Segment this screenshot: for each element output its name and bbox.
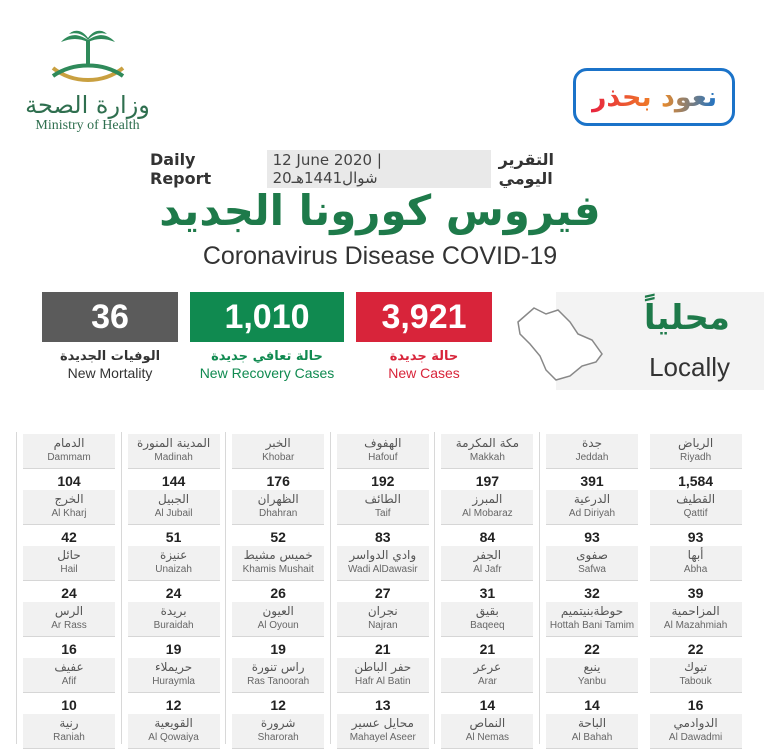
- campaign-badge: [573, 68, 735, 126]
- city-case-count: 176: [266, 473, 290, 489]
- city-cell: [128, 658, 220, 715]
- city-name-ar: المزاحمية: [671, 604, 720, 618]
- city-name-en: Unaizah: [155, 564, 192, 575]
- city-case-count: 32: [584, 585, 600, 601]
- city-name-en: Ras Tanoorah: [247, 676, 310, 687]
- city-name-ar: بريدة: [160, 604, 187, 618]
- city-name-en: Khobar: [262, 452, 295, 463]
- stat-label-en: New Cases: [388, 365, 460, 381]
- city-name-en: Najran: [368, 620, 398, 631]
- city-name-ar: مكة المكرمة: [455, 436, 520, 450]
- campaign-badge-text: نعود بحذر: [590, 81, 718, 113]
- city-case-count: 24: [165, 585, 182, 601]
- stat-value-box: 1,010: [190, 292, 344, 342]
- city-case-count: 21: [375, 641, 391, 657]
- city-cell: [337, 434, 429, 491]
- city-case-count: 93: [687, 529, 704, 545]
- city-name-box: [128, 546, 220, 581]
- report-date-box: [267, 150, 491, 188]
- city-name-en: Makkah: [469, 452, 505, 463]
- city-case-count: 22: [687, 641, 704, 657]
- city-name-box: [337, 602, 429, 637]
- city-case-count: 42: [61, 529, 77, 545]
- city-cell: [128, 490, 220, 547]
- city-name-ar: ينبع: [583, 660, 601, 674]
- city-case-count: 104: [57, 473, 81, 489]
- city-cell: [23, 434, 115, 491]
- city-cell: [128, 714, 220, 751]
- city-name-ar: الباحة: [577, 716, 607, 730]
- city-name-ar: العيون: [262, 604, 294, 618]
- city-name-ar: المدينة المنورة: [136, 436, 211, 450]
- report-hijri-date: 20شوال1441هـ: [272, 169, 378, 187]
- city-cell: [232, 546, 324, 603]
- city-name-ar: عفيف: [54, 660, 84, 674]
- city-column: [644, 432, 748, 744]
- city-name-en: Al Qowaiya: [148, 732, 199, 743]
- city-name-ar: حائل: [57, 548, 81, 562]
- city-cell: [232, 434, 324, 491]
- stat-label-ar: حالة جديدة: [389, 349, 459, 364]
- city-name-box: [128, 658, 220, 693]
- city-name-box: [232, 658, 324, 693]
- city-name-box: [441, 434, 533, 469]
- city-name-ar: رنية: [59, 716, 79, 730]
- city-cell: [650, 658, 742, 715]
- city-name-en: Al Jubail: [154, 508, 193, 519]
- ministry-name-ar: وزارة الصحة: [25, 91, 150, 119]
- city-case-count: 21: [479, 641, 496, 657]
- page-title-ar: فيروس كورونا الجديد: [159, 186, 601, 235]
- city-cell: [650, 602, 742, 659]
- city-name-ar: خميس مشيط: [243, 548, 313, 562]
- report-label-ar: التقرير اليومي: [498, 150, 555, 188]
- city-name-en: Abha: [683, 564, 708, 575]
- city-name-ar: أبها: [687, 548, 704, 562]
- city-cell: [337, 714, 429, 751]
- city-name-ar: محايل عسير: [351, 716, 414, 730]
- city-name-en: Tabouk: [679, 676, 712, 687]
- city-case-count: 52: [270, 529, 286, 545]
- city-name-en: Hail: [60, 564, 78, 575]
- city-name-ar: شرورة: [260, 716, 296, 730]
- city-name-ar: راس تنورة: [251, 660, 305, 674]
- city-case-count: 51: [165, 529, 182, 545]
- city-name-ar: الجبيل: [158, 492, 190, 506]
- city-name-ar: الدوادمي: [673, 716, 718, 730]
- city-column: [539, 432, 644, 744]
- city-name-box: [23, 546, 115, 581]
- city-cell: [337, 546, 429, 603]
- stat-label-ar: حالة تعافي جديدة: [211, 349, 323, 364]
- city-cell: [546, 546, 638, 603]
- city-name-en: Arar: [477, 676, 497, 687]
- city-name-ar: النماص: [469, 716, 506, 730]
- city-case-count: 24: [61, 585, 77, 601]
- city-cell: [128, 546, 220, 603]
- stat-label-en: New Mortality: [67, 365, 153, 381]
- city-name-ar: الهفوف: [364, 436, 402, 450]
- city-case-count: 14: [479, 697, 496, 713]
- city-name-ar: صفوى: [576, 548, 608, 562]
- city-case-count: 192: [371, 473, 395, 489]
- city-case-count: 19: [165, 641, 182, 657]
- city-name-en: Huraymla: [152, 676, 195, 687]
- city-name-box: [128, 490, 220, 525]
- city-column: [121, 432, 226, 744]
- city-name-box: [128, 602, 220, 637]
- city-name-box: [441, 490, 533, 525]
- city-name-box: [128, 434, 220, 469]
- city-column: [330, 432, 435, 744]
- ministry-logo: [25, 28, 150, 138]
- city-name-box: [232, 434, 324, 469]
- city-cell: [337, 658, 429, 715]
- city-cell: [337, 490, 429, 547]
- city-name-box: [23, 434, 115, 469]
- city-column: [434, 432, 539, 744]
- city-name-en: Wadi AlDawasir: [347, 564, 418, 575]
- city-cell: [546, 602, 638, 659]
- city-case-count: 197: [475, 473, 500, 489]
- city-case-count: 93: [584, 529, 600, 545]
- city-name-box: [232, 546, 324, 581]
- city-name-box: [650, 490, 742, 525]
- city-name-en: Al Bahah: [571, 732, 613, 743]
- city-case-count: 12: [165, 697, 182, 713]
- stat-new-recovery: [190, 292, 344, 382]
- city-case-count: 10: [61, 697, 77, 713]
- city-case-count: 1,584: [678, 473, 714, 489]
- city-cell: [23, 602, 115, 659]
- city-name-box: [441, 546, 533, 581]
- city-name-en: Baqeeq: [470, 620, 505, 631]
- city-name-en: Al Dawadmi: [668, 732, 723, 743]
- city-name-ar: الجفر: [473, 548, 502, 562]
- city-name-box: [546, 602, 638, 637]
- city-cell: [128, 602, 220, 659]
- city-cell: [650, 434, 742, 491]
- city-name-en: Al Jafr: [473, 564, 502, 575]
- city-case-count: 12: [270, 697, 286, 713]
- city-name-en: Dhahran: [259, 508, 298, 519]
- city-cell: [337, 602, 429, 659]
- city-name-en: Al Mazahmiah: [663, 620, 728, 631]
- city-name-box: [546, 490, 638, 525]
- city-cell: [232, 658, 324, 715]
- city-name-en: Buraidah: [153, 620, 194, 631]
- city-name-box: [23, 602, 115, 637]
- city-name-box: [337, 490, 429, 525]
- city-name-en: Dammam: [47, 452, 91, 463]
- city-case-count: 13: [375, 697, 391, 713]
- city-cell: [441, 714, 533, 751]
- palm-crossed-swords-icon: [43, 28, 133, 86]
- city-cell: [232, 602, 324, 659]
- report-label-en: Daily Report: [150, 150, 212, 188]
- report-gregorian-date: 12 June 2020: [272, 151, 373, 169]
- city-name-box: [650, 602, 742, 637]
- city-name-box: [650, 434, 742, 469]
- city-name-ar: القويعية: [154, 716, 193, 730]
- city-name-ar: الدرعية: [573, 492, 611, 506]
- city-case-count: 27: [375, 585, 391, 601]
- city-cell: [546, 490, 638, 547]
- city-case-count: 391: [580, 473, 604, 489]
- city-name-en: Yanbu: [577, 676, 607, 687]
- city-name-en: Ad Diriyah: [568, 508, 616, 519]
- city-name-ar: الدمام: [53, 436, 85, 450]
- city-name-en: Jeddah: [575, 452, 609, 463]
- city-case-count: 84: [479, 529, 496, 545]
- page-title-en: Coronavirus Disease COVID-19: [202, 242, 558, 270]
- city-name-en: Taif: [375, 508, 391, 519]
- city-name-ar: الطائف: [364, 492, 401, 506]
- city-case-count: 26: [270, 585, 286, 601]
- city-name-ar: عنيزة: [159, 548, 188, 562]
- city-name-en: Raniah: [53, 732, 85, 743]
- locally-label-en: Locally: [649, 352, 730, 382]
- city-name-box: [546, 546, 638, 581]
- city-name-ar: حوطةبنيتميم: [560, 604, 624, 618]
- city-name-ar: الرس: [54, 604, 84, 618]
- city-case-count: 16: [687, 697, 704, 713]
- city-case-count: 22: [584, 641, 600, 657]
- city-name-en: Khamis Mushait: [242, 564, 314, 575]
- stat-new-cases: [356, 292, 492, 382]
- locally-label-ar: محلياً: [643, 298, 730, 338]
- city-cases-grid: [16, 432, 748, 744]
- city-name-ar: عرعر: [473, 660, 502, 674]
- city-cell: [232, 490, 324, 547]
- city-name-en: Mahayel Aseer: [349, 732, 416, 743]
- city-name-box: [232, 602, 324, 637]
- city-name-ar: جدة: [581, 436, 602, 450]
- city-case-count: 14: [584, 697, 600, 713]
- stat-label-en: New Recovery Cases: [199, 365, 335, 381]
- city-name-en: Al Nemas: [465, 732, 510, 743]
- city-cell: [441, 658, 533, 715]
- city-cell: [546, 658, 638, 715]
- city-cell: [546, 434, 638, 491]
- city-name-box: [23, 490, 115, 525]
- ministry-name-en: Ministry of Health: [35, 118, 140, 133]
- city-case-count: 83: [375, 529, 391, 545]
- city-cell: [441, 490, 533, 547]
- city-name-box: [546, 434, 638, 469]
- city-name-box: [650, 658, 742, 693]
- city-cell: [23, 490, 115, 547]
- saudi-map-icon: [512, 300, 608, 382]
- stat-label-ar: الوفيات الجديدة: [59, 349, 161, 364]
- city-name-en: Al Kharj: [51, 508, 87, 519]
- city-name-en: Sharorah: [257, 732, 299, 743]
- city-name-box: [23, 658, 115, 693]
- city-case-count: 31: [479, 585, 496, 601]
- report-separator: |: [376, 151, 382, 169]
- city-case-count: 19: [270, 641, 286, 657]
- city-cell: [128, 434, 220, 491]
- city-cell: [441, 602, 533, 659]
- city-name-en: Qattif: [683, 508, 708, 519]
- city-name-en: Hottah Bani Tamim: [549, 620, 635, 631]
- city-cell: [23, 658, 115, 715]
- city-column: [16, 432, 121, 744]
- city-cell: [441, 546, 533, 603]
- city-cell: [23, 714, 115, 751]
- city-name-en: Safwa: [578, 564, 606, 575]
- city-name-box: [546, 658, 638, 693]
- city-name-box: [441, 658, 533, 693]
- city-name-en: Riyadh: [680, 452, 712, 463]
- city-name-ar: بقيق: [475, 604, 499, 618]
- city-column: [225, 432, 330, 744]
- city-name-ar: حريملاء: [155, 660, 193, 674]
- city-cell: [232, 714, 324, 751]
- city-name-ar: الخبر: [265, 436, 291, 450]
- city-name-box: [232, 490, 324, 525]
- city-name-en: Al Mobaraz: [462, 508, 513, 519]
- city-case-count: 144: [161, 473, 186, 489]
- stat-value-box: 36: [42, 292, 178, 342]
- city-name-box: [337, 434, 429, 469]
- city-name-ar: الخرج: [54, 492, 84, 506]
- city-name-en: Madinah: [154, 452, 193, 463]
- city-name-en: Al Oyoun: [257, 620, 299, 631]
- city-name-box: [337, 658, 429, 693]
- city-name-ar: الظهران: [257, 492, 299, 506]
- city-name-ar: وادي الدواسر: [349, 548, 417, 562]
- city-cell: [23, 546, 115, 603]
- city-cell: [546, 714, 638, 751]
- stat-new-mortality: [42, 292, 178, 382]
- city-name-box: [441, 602, 533, 637]
- city-cell: [441, 434, 533, 491]
- city-name-ar: نجران: [367, 604, 398, 618]
- city-cell: [650, 546, 742, 603]
- city-name-box: [650, 546, 742, 581]
- city-name-ar: حفر الباطن: [354, 660, 412, 674]
- report-date-line: [150, 150, 610, 188]
- city-cell: [650, 490, 742, 547]
- city-case-count: 39: [687, 585, 704, 601]
- city-name-ar: الرياض: [678, 436, 714, 450]
- city-name-en: Ar Rass: [51, 620, 87, 631]
- city-name-ar: المبرز: [472, 492, 503, 506]
- city-name-box: [337, 546, 429, 581]
- city-case-count: 16: [61, 641, 77, 657]
- city-cell: [650, 714, 742, 751]
- city-name-en: Afif: [61, 676, 77, 687]
- city-name-en: Hafouf: [368, 452, 398, 463]
- city-name-ar: تبوك: [684, 660, 708, 674]
- city-name-en: Hafr Al Batin: [355, 676, 411, 687]
- stat-value-box: 3,921: [356, 292, 492, 342]
- city-name-ar: القطيف: [676, 492, 716, 506]
